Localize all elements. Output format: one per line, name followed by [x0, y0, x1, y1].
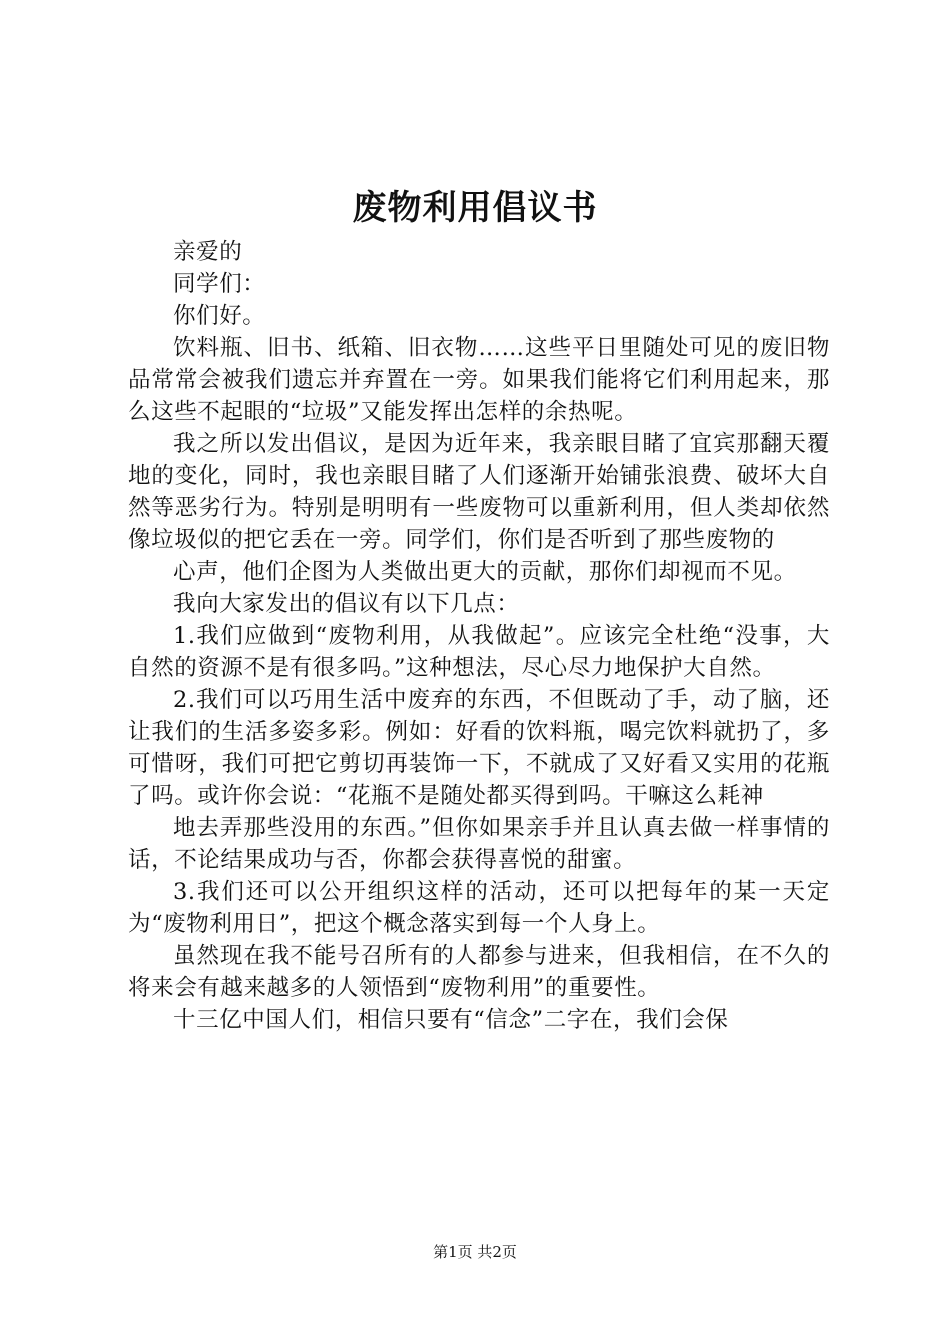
- paragraph-belief: 虽然现在我不能号召所有的人都参与进来，但我相信，在不久的将来会有越来越多的人领悟到“废物利用”的重要性。: [128, 943, 830, 1001]
- paragraph-salutation-1: 亲爱的: [173, 239, 243, 265]
- paragraph-salutation-2: 同学们：: [173, 271, 266, 297]
- paragraph-proposal-2-continued: 地去弄那些没用的东西。”但你如果亲手并且认真去做一样事情的话，不论结果成功与否，你都会获得喜悦的甜蜜。: [128, 815, 830, 873]
- document-title: 废物利用倡议书: [352, 188, 598, 228]
- paragraph-intro: 饮料瓶、旧书、纸箱、旧衣物……这些平日里随处可见的废旧物品常常会被我们遗忘并弃置在一旁。如果我们能将它们利用起来，那么这些不起眼的“垃圾”又能发挥出怎样的余热呢。: [128, 335, 830, 425]
- paragraph-reason-continued: 心声，他们企图为人类做出更大的贡献，那你们却视而不见。: [173, 559, 797, 585]
- page-number: 第1页 共2页: [433, 1243, 517, 1261]
- paragraph-proposal-2: 2.我们可以巧用生活中废弃的东西，不但既动了手，动了脑，还让我们的生活多姿多彩。例如：好看的饮料瓶，喝完饮料就扔了，多可惜呀，我们可把它剪切再装饰一下，不就成了又好看又实用的花瓶了吗。或许你会说：“花瓶不是随处都买得到吗。干嘛这么耗神: [128, 687, 830, 809]
- paragraph-proposals-heading: 我向大家发出的倡议有以下几点：: [173, 591, 520, 617]
- document-body: [128, 236, 830, 1036]
- paragraph-proposal-1: 1.我们应做到“废物利用，从我做起”。应该完全杜绝“没事，大自然的资源不是有很多吗。”这种想法，尽心尽力地保护大自然。: [128, 623, 830, 681]
- paragraph-closing: 十三亿中国人们，相信只要有“信念”二字在，我们会保: [173, 1007, 729, 1033]
- paragraph-greeting: 你们好。: [173, 303, 266, 329]
- paragraph-reason: 我之所以发出倡议，是因为近年来，我亲眼目睹了宜宾那翻天覆地的变化，同时，我也亲眼目睹了人们逐渐开始铺张浪费、破坏大自然等恶劣行为。特别是明明有一些废物可以重新利用，但人类却依然像垃圾似的把它丢在一旁。同学们，你们是否听到了那些废物的: [128, 431, 830, 553]
- paragraph-proposal-3: 3.我们还可以公开组织这样的活动，还可以把每年的某一天定为“废物利用日”，把这个概念落实到每一个人身上。: [128, 879, 830, 937]
